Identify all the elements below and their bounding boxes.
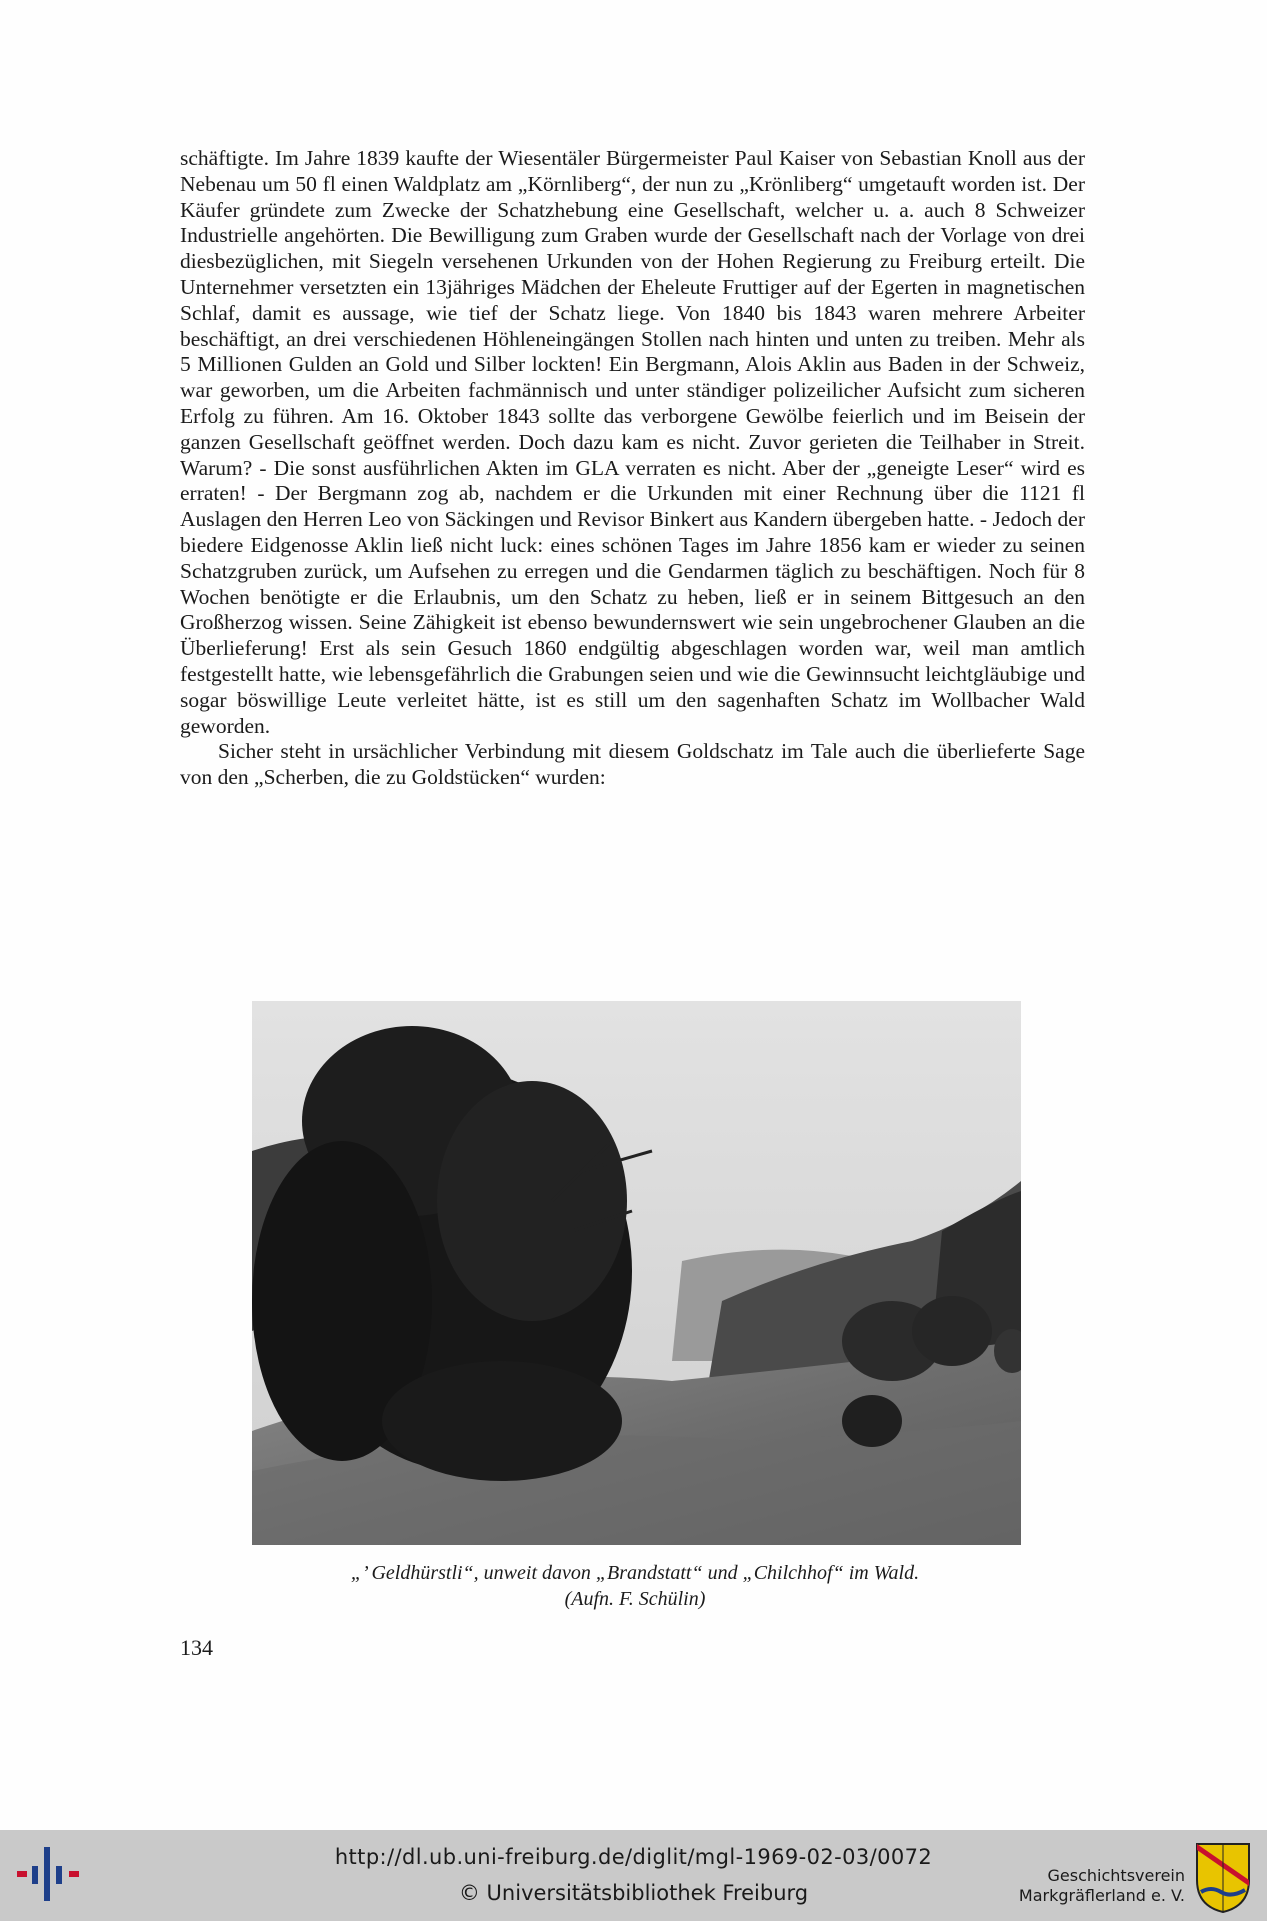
society-line-1: Geschichtsverein [1047, 1866, 1185, 1885]
paragraph-1: schäftigte. Im Jahre 1839 kaufte der Wiesentäler Bürgermeister Paul Kaiser von Sebastian Knoll aus der Nebenau um 50 fl einen Waldplatz am „Körnliberg“, der nun zu „Krönliberg“ umgetauft worden ist. Der Käufer gründete zum Zwecke der Schatzhebung eine Gesellschaft, welcher u. a. auch 8 Schweizer Industrielle angehörten. Die Bewilligung zum Graben wurde der Gesellschaft nach der Vorlage von drei diesbezüglichen, mit Siegeln versehenen Urkunden von der Hohen Regierung zu Freiburg erteilt. Die Unternehmer versetzten ein 13jähriges Mädchen der Eheleute Fruttiger auf der Egerten in magnetischen Schlaf, damit es aussage, wie tief der Schatz liege. Von 1840 bis 1843 waren mehrere Arbeiter beschäftigt, an drei verschiedenen Höhleneingängen Stollen nach hinten und unten zu treiben. Mehr als 5 Millionen Gulden an Gold und Silber lockten! Ein Bergmann, Alois Aklin aus Baden in der Schweiz, war geworben, um die Arbeiten fachmännisch und unter ständiger polizeilicher Aufsicht zum sicheren Erfolg zu führen. Am 16. Oktober 1843 sollte das verborgene Gewölbe feierlich und im Beisein der ganzen Gesellschaft geöffnet werden. Doch dazu kam es nicht. Zuvor gerieten die Teilhaber in Streit. Warum? - Die sonst ausführlichen Akten im GLA verraten es nicht. Aber der „geneigte Leser“ wird es erraten! - Der Bergmann zog ab, nachdem er die Urkunden mit einer Rechnung über die 1121 fl Auslagen den Herren Leo von Säckingen und Revisor Binkert aus Kandern übergeben hatte. - Jedoch der biedere Eidgenosse Aklin ließ nicht luck: eines schönen Tages im Jahre 1856 kam er wieder zu seinen Schatzgruben zurück, um Aufsehen zu erregen und die Gendarmen täglich zu beschäftigen. Noch für 8 Wochen benötigte er die Erlaubnis, um den Schatz zu heben, ließ er in seinem Bittgesuch an den Großherzog wissen. Seine Zähigkeit ist ebenso bewundernswert wie sein ungebrochener Glauben an die Überlieferung! Erst als sein Gesuch 1860 endgültig abgeschlagen worden war, weil man amtlich festgestellt hatte, wie lebensgefährlich die Grabungen seien und wie die Gewinnsucht leichtgläubige und sogar böswillige Leute verleitet hätte, ist es still um den sagenhaften Schatz im Wollbacher Wald geworden. [180, 146, 1085, 738]
body-text [180, 146, 1085, 791]
page-number: 134 [180, 1635, 213, 1660]
photo-image [252, 1001, 1021, 1545]
copyright-text: © Universitätsbibliothek Freiburg [458, 1881, 809, 1905]
society-line-2: Markgräflerland e. V. [1018, 1886, 1185, 1905]
society-name [1019, 1866, 1185, 1906]
figure-caption [230, 1560, 1040, 1612]
footer-bar [0, 1830, 1267, 1921]
paragraph-2: Sicher steht in ursächlicher Verbindung mit diesem Goldschatz im Tale auch die überlieferte Sage von den „Scherben, die zu Goldstücken“ wurden: [180, 739, 1085, 790]
permalink-link[interactable]: http://dl.ub.uni-freiburg.de/diglit/mgl-1969-02-03/0072 [334, 1845, 933, 1869]
caption-line-2: (Aufn. F. Schülin) [564, 1588, 706, 1610]
caption-line-1: „’ Geldhürstli“, unweit davon „Brandstatt“ und „Chilchhof“ im Wald. [350, 1562, 920, 1584]
coat-of-arms-icon [1193, 1840, 1253, 1914]
landscape-photo [252, 1001, 1021, 1545]
